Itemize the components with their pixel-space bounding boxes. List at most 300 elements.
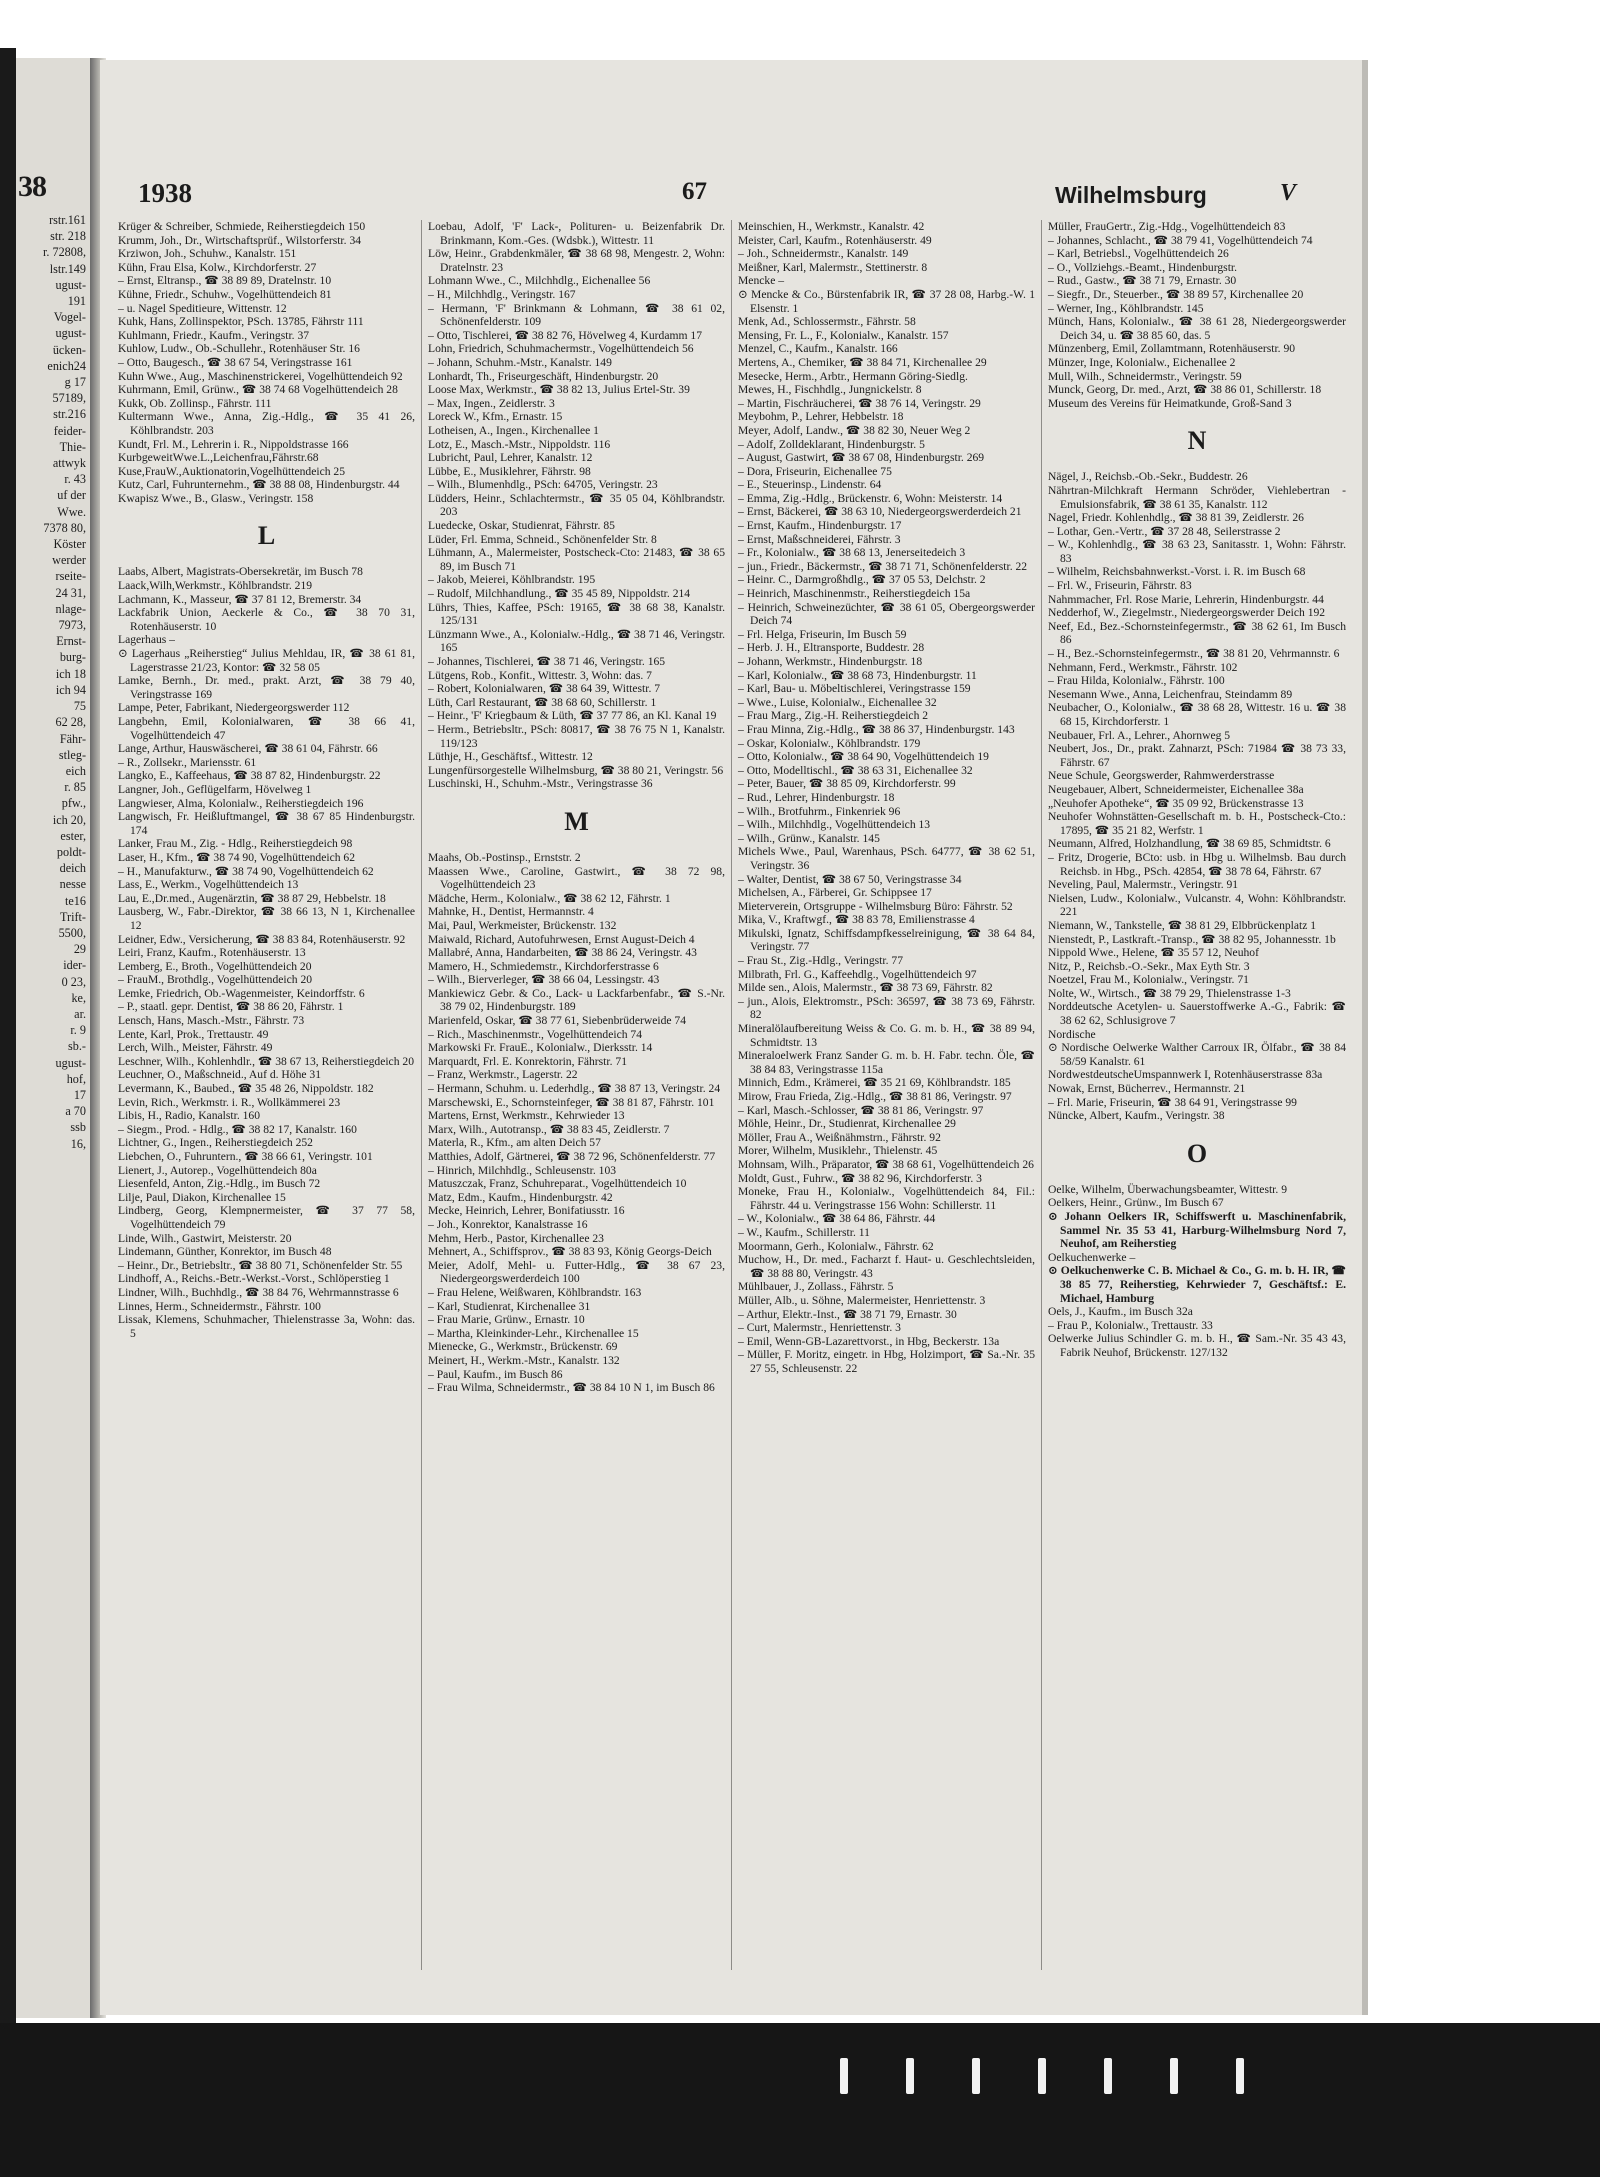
previous-page-line: 62 28, <box>55 715 86 730</box>
directory-entry: Lampe, Peter, Fabrikant, Niedergeorgswerder 112 <box>118 701 350 715</box>
directory-entry: Libis, H., Radio, Kanalstr. 160 <box>118 1109 261 1123</box>
directory-entry: – W., Kolonialw., ☎ 38 64 86, Fährstr. 44 <box>738 1212 936 1226</box>
directory-entry: Kuse,FrauW.,Auktionatorin,Vogelhüttendeich 25 <box>118 464 346 478</box>
directory-entry: KurbgeweitWwe.L.,Leichenfrau,Fährstr.68 <box>118 451 319 465</box>
directory-entry: Mai, Paul, Werkmeister, Brückenstr. 132 <box>428 918 617 932</box>
directory-entry: Krziwon, Joh., Schuhw., Kanalstr. 151 <box>118 247 297 261</box>
directory-entry: Lohn, Friedrich, Schuhmachermstr., Vogelhüttendeich 56 <box>428 342 694 356</box>
previous-page-line: 5500, <box>58 925 86 940</box>
directory-entry: Lüth, Carl Restaurant, ☎ 38 68 60, Schillerstr. 1 <box>428 695 657 709</box>
directory-entry: Matthies, Adolf, Gärtnerei, ☎ 38 72 96, Schönenfelderstr. 77 <box>428 1150 716 1163</box>
directory-entry: Lausberg, W., Fabr.-Direktor, ☎ 38 66 13, N 1, Kirchenallee 12 <box>118 905 415 932</box>
directory-column-4 <box>1042 220 1352 1970</box>
directory-entry: Lindemann, Günther, Konrektor, im Busch 48 <box>118 1245 332 1259</box>
directory-entry: Loose Max, Werkmstr., ☎ 38 82 13, Julius Ertel-Str. 39 <box>428 383 690 397</box>
directory-entry: – Hermann, Schuhm. u. Lederhdlg., ☎ 38 87 13, Veringstr. 24 <box>428 1082 721 1096</box>
directory-entry: – Karl, Bau- u. Möbeltischlerei, Veringstrasse 159 <box>738 682 971 696</box>
previous-page-line: 57189, <box>52 391 86 406</box>
directory-entry: ⊙ Johann Oelkers IR, Schiffswerft u. Maschinenfabrik, Sammel Nr. 35 53 41, Harburg-Wilhelmsburg Nord 7, Neuhof, am Reiherstieg <box>1048 1210 1346 1251</box>
previous-page-line: r. 43 <box>64 472 86 487</box>
directory-entry: Menzel, C., Kaufm., Kanalstr. 166 <box>738 342 898 356</box>
directory-entry: Marx, Wilh., Autotransp., ☎ 38 83 45, Zeidlerstr. 7 <box>428 1122 670 1136</box>
directory-entry: Kuhlmann, Friedr., Kaufm., Veringstr. 37 <box>118 328 310 342</box>
directory-entry: – Paul, Kaufm., im Busch 86 <box>428 1367 563 1381</box>
directory-entry: – Rich., Maschinenmstr., Vogelhüttendeich 74 <box>428 1027 643 1041</box>
directory-entry: Lagerhaus – <box>118 633 175 647</box>
directory-entry: – Arthur, Elektr.-Inst., ☎ 38 71 79, Ernastr. 30 <box>738 1307 957 1321</box>
directory-entry: – u. Nagel Speditieure, Wittenstr. 12 <box>118 301 287 315</box>
directory-entry: Meister, Carl, Kaufm., Rotenhäuserstr. 49 <box>738 233 932 247</box>
directory-entry: – Johannes, Schlacht., ☎ 38 79 41, Vogelhüttendeich 74 <box>1048 233 1313 247</box>
directory-entry: Möhle, Heinr., Dr., Studienrat, Kirchenallee 29 <box>738 1117 956 1131</box>
directory-entry: – Rud., Lehrer, Hindenburgstr. 18 <box>738 790 895 804</box>
scan-left-edge <box>0 48 16 2023</box>
directory-entry: Nippold Wwe., Helene, ☎ 35 57 12, Neuhof <box>1048 946 1259 960</box>
directory-entry: Moldt, Gust., Fuhrw., ☎ 38 82 96, Kirchdorferstr. 3 <box>738 1171 982 1185</box>
section-letter: M <box>564 806 589 836</box>
directory-entry: Mankiewicz Gebr. & Co., Lack- u Lackfarbenfabr., ☎ S.-Nr. 38 79 02, Hindenburgstr. 189 <box>428 986 725 1014</box>
directory-entry: – Frau P., Kolonialw., Trettaustr. 33 <box>1048 1318 1213 1332</box>
previous-page-line: 17 <box>73 1087 86 1102</box>
directory-entry: Mallabré, Anna, Handarbeiten, ☎ 38 86 24, Veringstr. 43 <box>428 946 697 960</box>
directory-entry: Lissak, Klemens, Schuhmacher, Thielenstrasse 3a, Wohn: das. 5 <box>118 1313 415 1340</box>
directory-entry: Lange, Arthur, Hauswäscherei, ☎ 38 61 04, Fährstr. 66 <box>118 742 378 756</box>
previous-page-lines <box>16 212 90 1152</box>
directory-entry: Lente, Karl, Prok., Trettaustr. 49 <box>118 1027 269 1041</box>
directory-entry: Lass, E., Werkm., Vogelhüttendeich 13 <box>118 878 299 892</box>
film-mark <box>1236 2058 1244 2094</box>
previous-page-line: ider- <box>63 958 86 973</box>
directory-entry: – Ernst, Maßschneiderei, Fährstr. 3 <box>738 532 901 546</box>
previous-page-strip <box>16 58 90 2018</box>
previous-page-line: Wwe. <box>57 504 86 519</box>
directory-entry: Lotheisen, A., Ingen., Kirchenallee 1 <box>428 423 599 437</box>
previous-page-line: Thie- <box>59 439 86 454</box>
directory-entry: Oelkuchenwerke – <box>1048 1250 1136 1264</box>
directory-entry: – Frau Wilma, Schneidermstr., ☎ 38 84 10 N 1, im Busch 86 <box>428 1381 715 1395</box>
directory-entry: Lüdders, Heinr., Schlachtermstr., ☎ 35 05 04, Köhlbrandstr. 203 <box>428 491 725 519</box>
directory-entry: Lau, E.,Dr.med., Augenärztin, ☎ 38 87 29, Hebbelstr. 18 <box>118 891 386 905</box>
directory-entry: Mertens, A., Chemiker, ☎ 38 84 71, Kirchenallee 29 <box>738 355 987 369</box>
directory-entry: Linnes, Herm., Schneidermstr., Fährstr. 100 <box>118 1299 321 1313</box>
previous-page-line: te16 <box>65 893 86 908</box>
directory-column-3 <box>732 220 1042 1970</box>
directory-entry: Neuhofer Wohnstätten-Gesellschaft m. b. H., Postscheck-Cto.: 17895, ☎ 35 21 82, Werfstr. 1 <box>1048 810 1346 837</box>
directory-entry: Nitz, P., Reichsb.-O.-Sekr., Max Eyth Str. 3 <box>1048 959 1250 973</box>
directory-entry: Mühlbauer, J., Zollass., Fährstr. 5 <box>738 1280 894 1294</box>
directory-entry: Leschner, Wilh., Kohlenhdlr., ☎ 38 67 13, Reiherstiegdeich 20 <box>118 1054 414 1068</box>
directory-entry: Levermann, K., Baubed., ☎ 35 48 26, Nippoldstr. 182 <box>118 1082 374 1096</box>
previous-page-line: feider- <box>53 423 86 438</box>
directory-entry: – R., Zollsekr., Mariensstr. 61 <box>118 755 257 769</box>
directory-entry: – Wwe., Luise, Kolonialw., Eichenallee 32 <box>738 695 937 709</box>
directory-entry: Nahmmacher, Frl. Rose Marie, Lehrerin, Hindenburgstr. 44 <box>1048 592 1324 606</box>
scan-top-margin <box>0 0 1600 48</box>
directory-entry: Langwieser, Alma, Kolonialw., Reiherstiegdeich 196 <box>118 796 364 810</box>
previous-page-line: nesse <box>59 877 86 892</box>
directory-entry: „Neuhofer Apotheke“, ☎ 35 09 92, Brückenstrasse 13 <box>1048 796 1304 810</box>
directory-entry: Kühn, Frau Elsa, Kolw., Kirchdorferstr. 27 <box>118 260 317 274</box>
directory-entry: – Siegfr., Dr., Steuerber., ☎ 38 89 57, Kirchenallee 20 <box>1048 287 1304 301</box>
film-mark <box>1170 2058 1178 2094</box>
directory-entry: – Johann, Werkmstr., Hindenburgstr. 18 <box>738 655 923 668</box>
directory-entry: – Frau Minna, Zig.-Hdlg., ☎ 38 86 37, Hindenburgstr. 143 <box>738 722 1015 736</box>
directory-entry: ⊙ Oelkuchenwerke C. B. Michael & Co., G. m. b. H. IR, ☎ 38 85 77, Reiherstieg, Kehrwieder 7, Geschäftsf.: E. Michael, Hamburg <box>1048 1264 1346 1305</box>
directory-entry: Kutz, Carl, Fuhrunternehm., ☎ 38 88 08, Hindenburgstr. 44 <box>118 478 400 492</box>
directory-entry: Meißner, Karl, Malermstr., Stettinerstr. 8 <box>738 260 928 274</box>
directory-entry: Lilje, Paul, Diakon, Kirchenallee 15 <box>118 1190 286 1204</box>
directory-entry: – Otto, Tischlerei, ☎ 38 82 76, Hövelweg 4, Kurdamm 17 <box>428 328 702 342</box>
directory-entry: – FrauM., Brothdlg., Vogelhüttendeich 20 <box>118 973 313 987</box>
directory-entry: Nedderhof, W., Ziegelmstr., Niedergeorgswerder Deich 192 <box>1048 606 1326 620</box>
directory-entry: Nagel, Friedr. Kohlenhdlg., ☎ 38 81 39, Zeidlerstr. 26 <box>1048 511 1304 525</box>
directory-entry: – Otto, Baugesch., ☎ 38 67 54, Veringstrasse 161 <box>118 355 353 369</box>
directory-entry: Levin, Rich., Werkmstr. i. R., Wollkämmerei 23 <box>118 1095 341 1109</box>
directory-entry: Mehnert, A., Schiffsprov., ☎ 38 83 93, König Georgs-Deich <box>428 1245 712 1259</box>
directory-entry: Moneke, Frau H., Kolonialw., Vogelhüttendeich 84, Fil.: Fährstr. 44 u. Veringstrasse 156 Wohn: Schillerstr. 11 <box>738 1185 1035 1212</box>
directory-entry: Niemann, W., Tankstelle, ☎ 38 81 29, Elbbrückenplatz 1 <box>1048 918 1317 932</box>
directory-entry: Luedecke, Oskar, Studienrat, Fährstr. 85 <box>428 519 615 533</box>
previous-page-line: rstr.161 <box>49 213 86 227</box>
directory-entry: Mineraloelwerk Franz Sander G. m. b. H. Fabr. techn. Öle, ☎ 38 84 83, Veringstrasse 115a <box>738 1049 1035 1076</box>
previous-page-line: eich <box>65 763 86 778</box>
directory-entry: Moormann, Gerh., Kolonialw., Fährstr. 62 <box>738 1239 934 1253</box>
directory-entry: Neue Schule, Georgswerder, Rahmwerderstrasse <box>1048 769 1275 783</box>
previous-page-line: ugust- <box>55 1055 86 1070</box>
directory-entry: Lienert, J., Autorep., Vogelhüttendeich 80a <box>118 1163 317 1177</box>
directory-entry: Meyer, Adolf, Landw., ☎ 38 82 30, Neuer Weg 2 <box>738 423 971 437</box>
header-page-number: 67 <box>682 178 707 205</box>
directory-entry: Laabs, Albert, Magistrats-Obersekretär, im Busch 78 <box>118 565 363 579</box>
directory-entry: Lüder, Frl. Emma, Schneid., Schönenfelder Str. 8 <box>428 532 657 546</box>
directory-entry: Nägel, J., Reichsb.-Ob.-Sekr., Buddestr. 26 <box>1048 470 1248 484</box>
directory-entry: – Fritz, Drogerie, BCto: usb. in Hbg u. Wilhelmsb. Bau durch Reichsb. in Hbg., PSch. 42854, ☎ 38 78 64, Fährstr. 67 <box>1048 850 1346 878</box>
directory-entry: – Frau Marie, Grünw., Ernastr. 10 <box>428 1313 585 1327</box>
directory-entry: Mehm, Herb., Pastor, Kirchenallee 23 <box>428 1231 604 1245</box>
directory-entry: Meinert, H., Werkm.-Mstr., Kanalstr. 132 <box>428 1353 620 1367</box>
directory-entry: Münch, Hans, Kolonialw., ☎ 38 61 28, Niedergeorgswerder Deich 34, u. ☎ 38 85 60, das. 5 <box>1048 315 1346 342</box>
previous-page-line: Vogel- <box>53 310 86 325</box>
directory-entry: Milbrath, Frl. G., Kaffeehdlg., Vogelhüttendeich 97 <box>738 967 977 981</box>
directory-entry: Münzenberg, Emil, Zollamtmann, Rotenhäuserstr. 90 <box>1048 342 1296 356</box>
directory-columns <box>112 220 1354 1970</box>
directory-entry: Lindberg, Georg, Klempnermeister, ☎ 37 77 58, Vogelhüttendeich 79 <box>118 1204 415 1231</box>
directory-entry: – H., Manufakturw., ☎ 38 74 90, Vogelhüttendeich 62 <box>118 864 374 878</box>
directory-entry: Lütgens, Rob., Konfit., Wittestr. 3, Wohn: das. 7 <box>428 668 652 682</box>
previous-page-line: enich24 <box>47 358 86 373</box>
directory-entry: – Peter, Bauer, ☎ 38 85 09, Kirchdorferstr. 99 <box>738 777 956 791</box>
directory-entry: Lanker, Frau M., Zig. - Hdlg., Reiherstiegdeich 98 <box>118 837 353 851</box>
directory-entry: Lackfabrik Union, Aeckerle & Co., ☎ 38 70 31, Rotenhäuserstr. 10 <box>118 606 415 633</box>
directory-entry: Neef, Ed., Bez.-Schornsteinfegermstr., ☎ 38 62 61, Im Busch 86 <box>1048 619 1346 647</box>
section-letter: N <box>1187 426 1207 456</box>
directory-entry: – Frau Hilda, Kolonialw., Fährstr. 100 <box>1048 674 1225 688</box>
directory-entry: Michelsen, A., Färberei, Gr. Schippsee 17 <box>738 886 932 900</box>
directory-entry: Liebchen, O., Fuhruntern., ☎ 38 66 61, Veringstr. 101 <box>118 1150 373 1163</box>
directory-entry: – Robert, Kolonialwaren, ☎ 38 64 39, Wittestr. 7 <box>428 682 661 696</box>
directory-entry: Lüthje, H., Geschäftsf., Wittestr. 12 <box>428 750 593 764</box>
directory-entry: Neubacher, O., Kolonialw., ☎ 38 68 28, Wittestr. 16 u. ☎ 38 68 15, Kirchdorferstr. 1 <box>1048 701 1346 728</box>
directory-entry: Mienecke, G., Werkmstr., Brückenstr. 69 <box>428 1340 618 1354</box>
directory-entry: Mikulski, Ignatz, Schiffsdampfkesselreinigung, ☎ 38 64 84, Veringstr. 77 <box>738 926 1035 954</box>
directory-entry: – Fr., Kolonialw., ☎ 38 68 13, Jenerseitedeich 3 <box>738 546 966 560</box>
directory-entry: – Frau St., Zig.-Hdlg., Veringstr. 77 <box>738 954 903 968</box>
directory-entry: Museum des Vereins für Heimatkunde, Groß-Sand 3 <box>1048 396 1292 410</box>
directory-entry: Mirow, Frau Frieda, Zig.-Hdlg., ☎ 38 81 86, Veringstr. 97 <box>738 1090 1012 1103</box>
directory-entry: Munck, Georg, Dr. med., Arzt, ☎ 38 86 01, Schillerstr. 18 <box>1048 383 1322 397</box>
previous-page-line: Ernst- <box>56 634 86 649</box>
directory-entry: – E., Steuerinsp., Lindenstr. 64 <box>738 478 882 492</box>
directory-entry: Michels Wwe., Paul, Warenhaus, PSch. 64777, ☎ 38 62 51, Veringstr. 36 <box>738 845 1035 872</box>
header-place: Wilhelmsburg <box>1055 182 1207 208</box>
previous-page-line: Fähr- <box>59 731 86 746</box>
directory-entry: Laack,Wilh,Werkmstr., Köhlbrandstr. 219 <box>118 579 313 593</box>
directory-entry: Neubauer, Frl. A., Lehrer., Ahornweg 5 <box>1048 728 1231 742</box>
section-letter: L <box>257 521 276 551</box>
previous-page-line: 191 <box>67 294 86 309</box>
directory-entry: Lemke, Friedrich, Ob.-Wagenmeister, Keindorffstr. 6 <box>118 986 365 1000</box>
directory-entry: Lübbe, E., Musiklehrer, Fährstr. 98 <box>428 464 591 478</box>
directory-entry: Morer, Wilhelm, Musiklehr., Thielenstr. 45 <box>738 1144 938 1158</box>
directory-entry: – Dora, Friseurin, Eichenallee 75 <box>738 464 892 478</box>
previous-page-line: r. 9 <box>70 1023 86 1038</box>
directory-entry: Nordische <box>1048 1027 1096 1041</box>
directory-entry: – W., Kohlenhdlg., ☎ 38 63 23, Sanitasstr. 1, Wohn: Fährstr. 83 <box>1048 538 1346 565</box>
directory-entry: Mewes, H., Fischhdlg., Jungnickelstr. 8 <box>738 383 922 397</box>
previous-page-line: ssb <box>70 1120 86 1135</box>
directory-entry: Noetzel, Frau M., Kolonialw., Veringstr. 71 <box>1048 973 1249 987</box>
previous-page-line: nlage- <box>55 601 86 616</box>
directory-entry: – Wilh., Grünw., Kanalstr. 145 <box>738 831 880 845</box>
directory-entry: – Wilh., Blumenhdlg., PSch: 64705, Veringstr. 23 <box>428 478 658 492</box>
directory-entry: Langner, Joh., Geflügelfarm, Hövelweg 1 <box>118 782 312 796</box>
directory-entry: Nielsen, Ludw., Kolonialw., Vulcanstr. 4, Wohn: Köhlbrandstr. 221 <box>1048 891 1346 919</box>
directory-entry: Krumm, Joh., Dr., Wirtschaftsprüf., Wilstorferstr. 34 <box>118 233 362 247</box>
directory-entry: Marquardt, Frl. E. Konrektorin, Fährstr. 71 <box>428 1054 627 1068</box>
previous-page-line: str.216 <box>53 407 86 422</box>
directory-entry: Nolte, W., Wirtsch., ☎ 38 79 29, Thielenstrasse 1-3 <box>1048 986 1291 1000</box>
directory-entry: Muchow, H., Dr. med., Facharzt f. Haut- u. Geschlechtsleiden, ☎ 38 88 80, Veringstr. 43 <box>738 1253 1035 1280</box>
directory-entry: Mieterverein, Ortsgruppe - Wilhelmsburg Büro: Fährstr. 52 <box>738 899 1013 913</box>
directory-entry: Kuhk, Hans, Zollinspektor, PSch. 13785, Fährstr 111 <box>118 315 364 329</box>
directory-entry: – Heinr., 'F' Kriegbaum & Lüth, ☎ 37 77 86, an Kl. Kanal 19 <box>428 709 717 723</box>
directory-entry: Laser, H., Kfm., ☎ 38 74 90, Vogelhüttendeich 62 <box>118 850 356 864</box>
directory-entry: Leiri, Franz, Kaufm., Rotenhäuserstr. 13 <box>118 946 306 960</box>
directory-entry: Nährtran-Milchkraft Hermann Schröder, Viehlebertran - Emulsionsfabrik, ☎ 38 61 35, Kanalstr. 112 <box>1048 483 1346 511</box>
directory-entry: Mohnsam, Wilh., Präparator, ☎ 38 68 61, Vogelhüttendeich 26 <box>738 1157 1034 1171</box>
previous-page-line: werder <box>52 553 86 568</box>
directory-entry: – August, Gastwirt, ☎ 38 67 08, Hindenburgstr. 269 <box>738 451 985 465</box>
previous-page-line: poldt- <box>56 844 86 859</box>
directory-entry: Menk, Ad., Schlossermstr., Fährstr. 58 <box>738 315 916 329</box>
film-mark <box>906 2058 914 2094</box>
directory-entry: – Frl. Marie, Friseurin, ☎ 38 64 91, Veringstrasse 99 <box>1048 1095 1297 1109</box>
directory-entry: – H., Bez.-Schornsteinfegermstr., ☎ 38 81 20, Vehrmannstr. 6 <box>1048 647 1340 661</box>
directory-entry: Nehmann, Ferd., Werkmstr., Fährstr. 102 <box>1048 660 1238 674</box>
previous-page-line: r. 85 <box>64 780 86 795</box>
directory-entry: Müller, FrauGertr., Zig.-Hdg., Vogelhüttendeich 83 <box>1048 220 1286 233</box>
directory-entry: Mencke – <box>738 274 785 288</box>
directory-entry: – Walter, Dentist, ☎ 38 67 50, Veringstrasse 34 <box>738 872 962 886</box>
directory-entry: ⊙ Lagerhaus „Reiherstieg“ Julius Mehldau, IR, ☎ 38 61 81, Lagerstrasse 21/23, Kontor: ☎ 32 58 05 <box>118 647 415 674</box>
directory-page <box>100 60 1362 2015</box>
directory-entry: Kuhn Wwe., Aug., Maschinenstrickerei, Vogelhüttendeich 92 <box>118 369 403 383</box>
directory-entry: Matuszczak, Franz, Schuhreparat., Vogelhüttendeich 10 <box>428 1177 687 1191</box>
directory-entry: Nüncke, Albert, Kaufm., Veringstr. 38 <box>1048 1109 1225 1123</box>
directory-entry: – Martin, Fischräucherei, ☎ 38 76 14, Veringstr. 29 <box>738 396 981 410</box>
previous-page-line: 0 23, <box>61 974 86 989</box>
directory-entry: Maahs, Ob.-Postinsp., Ernststr. 2 <box>428 850 581 864</box>
previous-page-line: ugust- <box>55 277 86 292</box>
directory-entry: – Oskar, Kolonialw., Köhlbrandstr. 179 <box>738 736 921 750</box>
directory-entry: Langbehn, Emil, Kolonialwaren, ☎ 38 66 41, Vogelhüttendeich 47 <box>118 715 415 742</box>
directory-entry: Lungenfürsorgestelle Wilhelmsburg, ☎ 38 80 21, Veringstr. 56 <box>428 763 724 777</box>
page-edge-shadow <box>1362 60 1368 2015</box>
directory-entry: Maassen Wwe., Caroline, Gastwirt., ☎ 38 72 98, Vogelhüttendeich 23 <box>428 864 725 892</box>
header-year: 1938 <box>138 178 192 208</box>
directory-entry: – Frl. Helga, Friseurin, Im Busch 59 <box>738 627 907 641</box>
previous-page-line: deich <box>59 861 86 876</box>
directory-entry: – Max, Ingen., Zeidlerstr. 3 <box>428 396 555 410</box>
directory-entry: Münzer, Inge, Kolonialw., Eichenallee 2 <box>1048 355 1236 369</box>
directory-entry: Lubricht, Paul, Lehrer, Kanalstr. 12 <box>428 451 593 465</box>
previous-page-line: 29 <box>73 942 86 957</box>
previous-page-line: a 70 <box>65 1104 86 1119</box>
directory-entry: Mika, V., Kraftwgf., ☎ 38 83 78, Emilienstrasse 4 <box>738 913 975 927</box>
directory-column-1 <box>112 220 422 1970</box>
directory-entry: – O., Vollziehgs.-Beamt., Hindenburgstr. <box>1048 260 1238 274</box>
directory-entry: Lünzmann Wwe., A., Kolonialw.-Hdlg., ☎ 38 71 46, Veringstr. 165 <box>428 627 725 655</box>
directory-entry: Leuchner, O., Maßschneid., Auf d. Höhe 31 <box>118 1068 322 1082</box>
directory-entry: – Adolf, Zolldeklarant, Hindenburgstr. 5 <box>738 437 925 451</box>
previous-page-line: r. 72808, <box>43 245 86 260</box>
directory-entry: – Wilh., Milchhdlg., Vogelhüttendeich 13 <box>738 818 931 832</box>
directory-entry: Norddeutsche Acetylen- u. Sauerstoffwerke A.-G., Fabrik: ☎ 38 62 62, Schlusigrove 7 <box>1048 1000 1346 1028</box>
directory-entry: Mädche, Herm., Kolonialw., ☎ 38 62 12, Fährstr. 1 <box>428 891 671 905</box>
scan-bottom-film <box>0 2023 1600 2177</box>
previous-page-line: 7973, <box>58 618 86 633</box>
directory-entry: – P., staatl. gepr. Dentist, ☎ 38 86 20, Fährstr. 1 <box>118 1000 344 1014</box>
directory-entry: Kwapisz Wwe., B., Glasw., Veringstr. 158 <box>118 491 314 505</box>
directory-entry: – Lothar, Gen.-Vertr., ☎ 37 28 48, Seilerstrasse 2 <box>1048 524 1281 538</box>
directory-entry: – H., Milchhdlg., Veringstr. 167 <box>428 287 576 301</box>
directory-entry: – Joh., Konrektor, Kanalstrasse 16 <box>428 1217 588 1231</box>
directory-entry: Lindhoff, A., Reichs.-Betr.-Werkst.-Vorst., Schlöperstieg 1 <box>118 1272 390 1286</box>
directory-entry: Langko, E., Kaffeehaus, ☎ 38 87 82, Hindenburgstr. 22 <box>118 769 381 783</box>
previous-page-line: 16, <box>70 1136 86 1151</box>
film-mark <box>1104 2058 1112 2094</box>
directory-entry: – Otto, Modelltischl., ☎ 38 63 31, Eichenallee 32 <box>738 763 973 777</box>
previous-page-line: g 17 <box>64 375 86 390</box>
directory-entry: Lamke, Bernh., Dr. med., prakt. Arzt, ☎ 38 79 40, Veringstrasse 169 <box>118 674 415 701</box>
directory-entry: Müller, Alb., u. Söhne, Malermeister, Henriettenstr. 3 <box>738 1293 986 1307</box>
previous-page-line: burg- <box>59 650 86 665</box>
directory-entry: – Wilh., Brotfuhrm., Finkenriek 96 <box>738 804 901 818</box>
directory-entry: – Johann, Schuhm.-Mstr., Kanalstr. 149 <box>428 355 612 369</box>
previous-page-line: ke, <box>71 990 86 1005</box>
directory-entry: Nienstedt, P., Lastkraft.-Transp., ☎ 38 82 95, Johannesstr. 1b <box>1048 932 1336 946</box>
directory-entry: Marschewski, E., Schornsteinfeger, ☎ 38 81 87, Fährstr. 101 <box>428 1095 715 1109</box>
directory-entry: Neveling, Paul, Malermstr., Veringstr. 91 <box>1048 878 1239 892</box>
directory-entry: Kundt, Frl. M., Lehrerin i. R., Nippoldstrasse 166 <box>118 437 349 451</box>
previous-page-line: rseite- <box>55 569 86 584</box>
directory-entry: Lerch, Wilh., Meister, Fährstr. 49 <box>118 1041 273 1055</box>
directory-entry: Mamero, H., Schmiedemstr., Kirchdorferstrasse 6 <box>428 959 659 973</box>
header-section: V <box>1280 180 1297 206</box>
directory-entry: Martens, Ernst, Werkmstr., Kehrwieder 13 <box>428 1109 625 1123</box>
directory-entry: Mecke, Heinrich, Lehrer, Bonifatiusstr. 16 <box>428 1204 625 1218</box>
directory-entry: Mensing, Fr. L., F., Kolonialw., Kanalstr. 157 <box>738 328 949 342</box>
directory-entry: Minnich, Edm., Krämerei, ☎ 35 21 69, Köhlbrandstr. 185 <box>738 1076 1011 1090</box>
directory-entry: Meier, Adolf, Mehl- u. Futter-Hdlg., ☎ 38 67 23, Niedergeorgswerderdeich 100 <box>428 1258 725 1286</box>
directory-entry: – Ernst, Kaufm., Hindenburgstr. 17 <box>738 519 902 533</box>
previous-page-line: Trift- <box>60 909 86 924</box>
directory-entry: – Heinrich, Maschinenmstr., Reiherstiegdeich 15a <box>738 587 971 601</box>
previous-page-line: hof, <box>66 1071 86 1086</box>
directory-entry: Oelwerke Julius Schindler G. m. b. H., ☎ Sam.-Nr. 35 43 43, Fabrik Neuhof, Brückenstr. 127/132 <box>1048 1332 1346 1359</box>
directory-entry: Mull, Wilh., Schneidermstr., Veringstr. 59 <box>1048 369 1242 383</box>
directory-entry: Nesemann Wwe., Anna, Leichenfrau, Steindamm 89 <box>1048 687 1293 701</box>
directory-entry: Meinschien, H., Werkmstr., Kanalstr. 42 <box>738 220 925 233</box>
directory-entry: Löw, Heinr., Grabdenkmäler, ☎ 38 68 98, Mengestr. 2, Wohn: Dratelnstr. 23 <box>428 247 725 274</box>
section-letter: O <box>1186 1138 1208 1168</box>
previous-page-line: 24 31, <box>55 585 86 600</box>
directory-entry: Lührs, Thies, Kaffee, PSch: 19165, ☎ 38 68 38, Kanalstr. 125/131 <box>428 600 725 628</box>
previous-page-line: sb.- <box>68 1039 86 1054</box>
previous-page-line: ich 20, <box>52 812 86 827</box>
directory-entry: – Wilhelm, Reichsbahnwerkst.-Vorst. i. R. im Busch 68 <box>1048 565 1306 579</box>
directory-entry: Lohmann Wwe., C., Milchhdlg., Eichenallee 56 <box>428 274 651 288</box>
directory-entry: – jun., Alois, Elektromstr., PSch: 36597, ☎ 38 73 69, Fährstr. 82 <box>738 994 1035 1022</box>
directory-entry: Lotz, E., Masch.-Mstr., Nippoldstr. 116 <box>428 437 611 451</box>
directory-entry: Langwisch, Fr. Heißluftmangel, ☎ 38 67 85 Hindenburgstr. 174 <box>118 810 415 837</box>
film-mark <box>972 2058 980 2094</box>
directory-entry: – Frau Marg., Zig.-H. Reiherstiegdeich 2 <box>738 709 929 723</box>
directory-entry: Lühmann, A., Malermeister, Postscheck-Cto: 21483, ☎ 38 65 89, im Busch 71 <box>428 546 725 573</box>
directory-entry: Linde, Wilh., Gastwirt, Meisterstr. 20 <box>118 1231 292 1245</box>
directory-entry: – Ernst, Bäckerei, ☎ 38 63 10, Niedergeorgswerderdeich 21 <box>738 505 1022 519</box>
directory-entry: Mesecke, Herm., Arbtr., Hermann Göring-Siedlg. <box>738 369 968 383</box>
directory-entry: Krüger & Schreiber, Schmiede, Reiherstiegdeich 150 <box>118 220 366 233</box>
directory-entry: – Ernst, Eltransp., ☎ 38 89 89, Dratelnstr. 10 <box>118 274 332 288</box>
directory-entry: Mineralölaufbereitung Weiss & Co. G. m. b. H., ☎ 38 89 94, Schmidtstr. 13 <box>738 1022 1035 1049</box>
previous-page-line: ester, <box>60 828 86 843</box>
directory-entry: – Jakob, Meierei, Köhlbrandstr. 195 <box>428 573 596 587</box>
directory-entry: – Frau Helene, Weißwaren, Köhlbrandstr. 163 <box>428 1285 642 1299</box>
directory-entry: Mahnke, H., Dentist, Hermannstr. 4 <box>428 905 594 919</box>
directory-entry: – Herb. J. H., Eltransporte, Buddestr. 28 <box>738 641 925 655</box>
directory-entry: – Heinr. C., Darmgroßhdlg., ☎ 37 05 53, Delchstr. 2 <box>738 573 986 587</box>
directory-entry: Kühne, Friedr., Schuhw., Vogelhüttendeich 81 <box>118 287 332 301</box>
film-mark <box>840 2058 848 2094</box>
directory-entry: – Heinr., Dr., Betriebsltr., ☎ 38 80 71, Schönenfelder Str. 55 <box>118 1258 403 1272</box>
directory-entry: – Karl, Kolonialw., ☎ 38 68 73, Hindenburgstr. 11 <box>738 668 977 682</box>
directory-entry: Markowski Fr. FrauE., Kolonialw., Dierksstr. 14 <box>428 1041 653 1055</box>
directory-entry: – Karl, Betriebsl., Vogelhüttendeich 26 <box>1048 247 1229 261</box>
directory-entry: – Curt, Malermstr., Henriettenstr. 3 <box>738 1321 901 1335</box>
directory-entry: Kuhrmann, Emil, Grünw., ☎ 38 74 68 Vogelhüttendeich 28 <box>118 383 398 397</box>
directory-entry: Lemberg, E., Broth., Vogelhüttendeich 20 <box>118 959 312 973</box>
previous-page-line: Köster <box>53 537 86 552</box>
directory-entry: Meybohm, P., Lehrer, Hebbelstr. 18 <box>738 410 904 424</box>
directory-entry: Nowak, Ernst, Bücherrev., Hermannstr. 21 <box>1048 1082 1246 1096</box>
directory-entry: Oels, J., Kaufm., im Busch 32a <box>1048 1305 1193 1319</box>
previous-page-line: ar. <box>74 1006 86 1021</box>
directory-entry: – W., Kaufm., Schillerstr. 11 <box>738 1225 870 1239</box>
film-mark <box>1038 2058 1046 2094</box>
directory-entry: Luschinski, H., Schuhm.-Mstr., Veringstrasse 36 <box>428 777 653 791</box>
directory-entry: – Wilh., Bierverleger, ☎ 38 66 04, Lessingstr. 43 <box>428 973 660 987</box>
